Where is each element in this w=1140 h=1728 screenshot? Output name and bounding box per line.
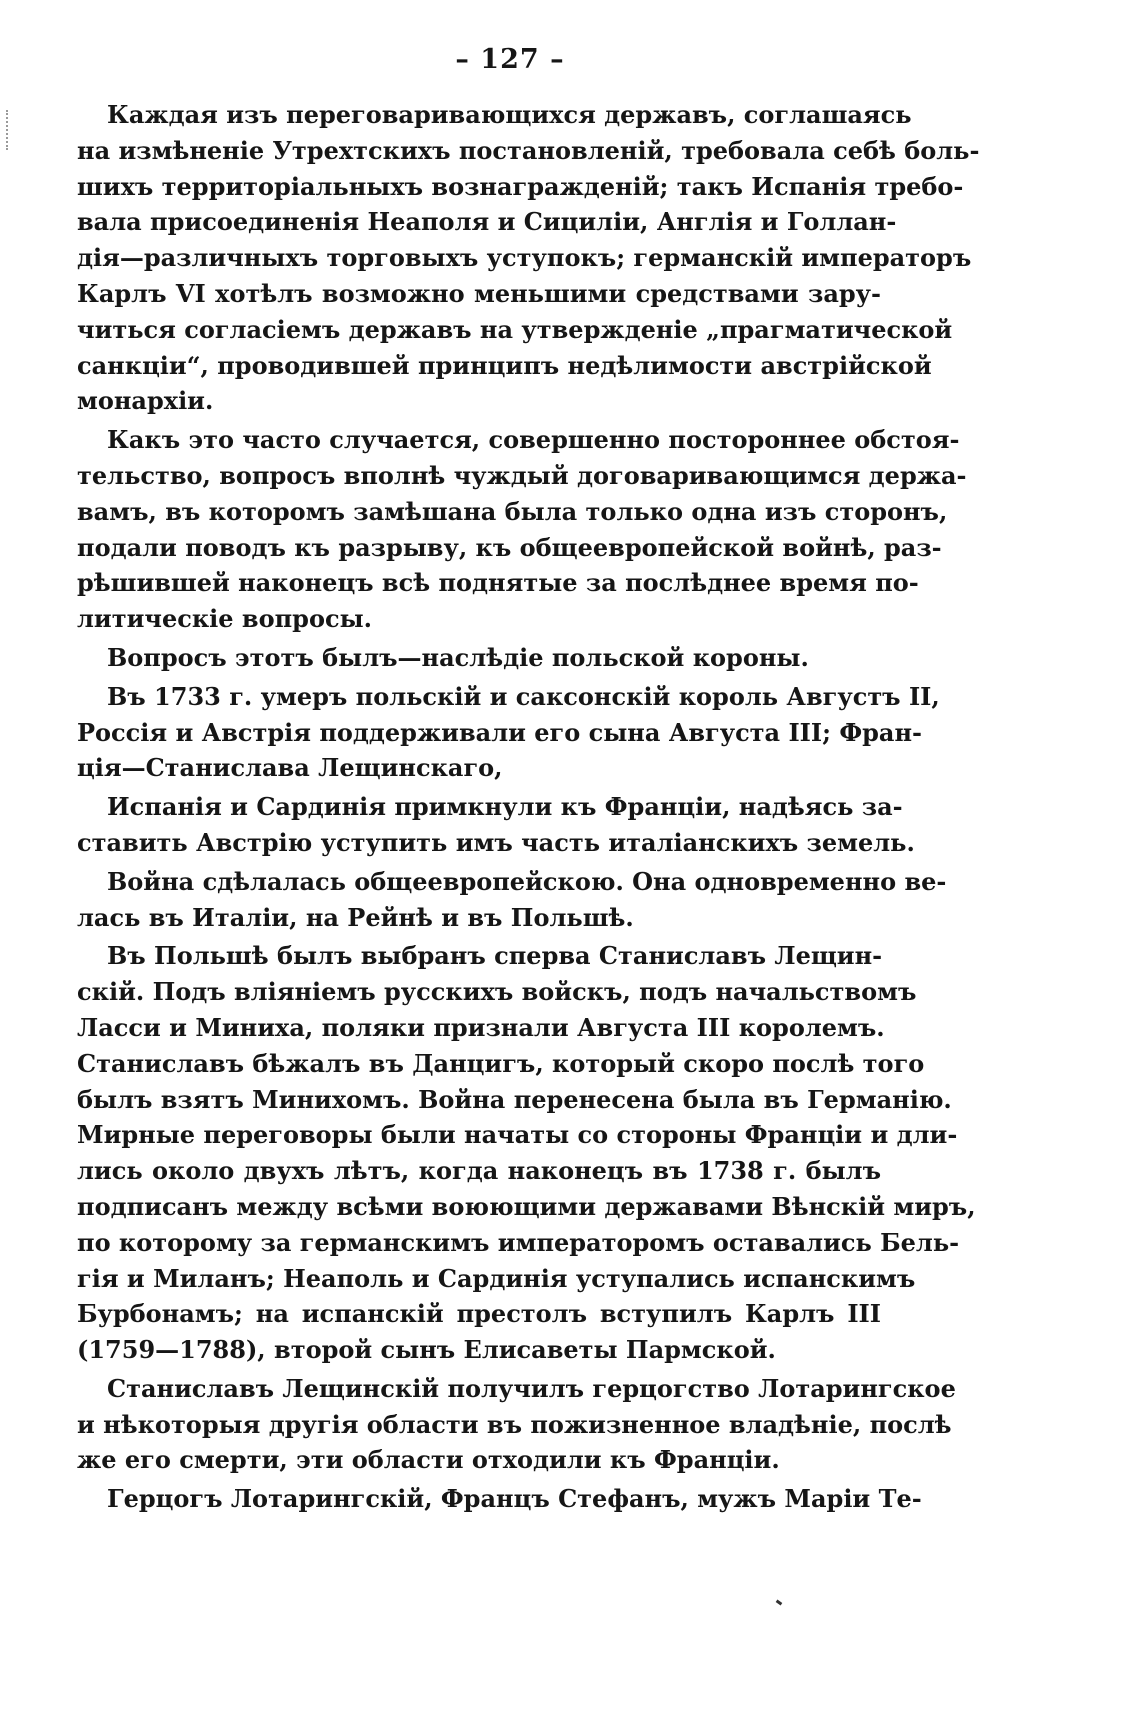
text-line: Въ 1733 г. умеръ польскій и саксонскій король Августъ II, (107, 681, 940, 711)
text-line: Карлъ VI хотѣлъ возможно меньшими средствами зару- (77, 278, 881, 308)
page-number: – 127 – (455, 44, 565, 75)
text-line: ція—Станислава Лещинскаго, (77, 753, 503, 783)
text-line: на измѣненіе Утрехтскихъ постановленій, требовала себѣ боль- (77, 135, 980, 165)
text-line: Въ Польшѣ былъ выбранъ сперва Станиславъ Лещин- (107, 941, 883, 971)
text-line: монархіи. (77, 386, 214, 416)
text-line: рѣшившей наконецъ всѣ поднятые за послѣднее время по- (77, 568, 919, 598)
text-line: Война сдѣлалась общеевропейскою. Она одновременно ве- (107, 866, 947, 896)
text-line: былъ взятъ Минихомъ. Война перенесена была въ Германію. (77, 1084, 952, 1114)
paragraph (77, 640, 881, 676)
text-line: ставить Австрію уступить имъ часть италіанскихъ земель. (77, 827, 915, 857)
text-line: лась въ Италіи, на Рейнѣ и въ Польшѣ. (77, 902, 634, 932)
text-line: вала присоединенія Неаполя и Сициліи, Англія и Голлан- (77, 207, 897, 237)
paragraph (77, 938, 976, 1368)
text-line: подписанъ между всѣми воюющими державами Вѣнскій миръ, (77, 1191, 976, 1221)
text-line: дія—различныхъ торговыхъ уступокъ; германскій императоръ (77, 243, 972, 273)
text-line: Мирные переговоры были начаты со стороны Франціи и дли- (77, 1120, 958, 1150)
text-line: Бурбонамъ; на испанскій престолъ вступилъ Карлъ III (77, 1299, 881, 1329)
text-line: литическіе вопросы. (77, 604, 372, 634)
text-line: Россія и Австрія поддерживали его сына Августа III; Фран- (77, 717, 922, 747)
text-line: Вопросъ этотъ былъ—наслѣдіе польской короны. (107, 642, 809, 672)
text-line: читься согласіемъ державъ на утвержденіе „прагматической (77, 314, 953, 344)
text-line: шихъ территоріальныхъ вознагражденій; такъ Испанія требо- (77, 171, 964, 201)
paragraph (77, 789, 915, 861)
text-line: Ласси и Миниха, поляки признали Августа III королемъ. (77, 1012, 885, 1042)
text-line: тельство, вопросъ вполнѣ чуждый договаривающимся держа- (77, 460, 967, 490)
text-line: по которому за германскимъ императоромъ оставались Бель- (77, 1227, 960, 1257)
text-line: подали поводъ къ разрыву, къ общеевропейской войнѣ, раз- (77, 532, 942, 562)
text-line: Какъ это часто случается, совершенно постороннее обстоя- (107, 425, 960, 455)
text-line: Испанія и Сардинія примкнули къ Франціи, надѣясь за- (107, 792, 903, 822)
paragraph (77, 422, 967, 637)
paragraph (77, 97, 980, 419)
paragraph (77, 1371, 956, 1478)
text-line: санкціи“, проводившей принципъ недѣлимости австрійской (77, 350, 932, 380)
text-line: вамъ, въ которомъ замѣшана была только одна изъ сторонъ, (77, 496, 948, 526)
text-line: Каждая изъ переговаривающихся державъ, соглашаясь (107, 100, 912, 129)
text-line: скій. Подъ вліяніемъ русскихъ войскъ, подъ начальствомъ (77, 977, 917, 1007)
paragraph (77, 864, 947, 936)
text-line: Герцогъ Лотарингскій, Францъ Стефанъ, мужъ Маріи Те- (107, 1484, 922, 1514)
text-line: же его смерти, эти области отходили къ Франціи. (77, 1445, 780, 1475)
text-line: (1759—1788), второй сынъ Елисаветы Пармской. (77, 1335, 776, 1365)
text-line: гія и Миланъ; Неаполь и Сардинія уступались испанскимъ (77, 1263, 916, 1293)
paragraph (77, 1481, 922, 1517)
binding-dots (6, 110, 10, 150)
text-line: и нѣкоторыя другія области въ пожизненное владѣніе, послѣ (77, 1409, 952, 1439)
text-line: Станиславъ Лещинскій получилъ герцогство Лотарингское (107, 1373, 956, 1403)
text-line: Станиславъ бѣжалъ въ Данцигъ, который скоро послѣ того (77, 1048, 925, 1078)
stray-ink-mark (776, 1600, 783, 1606)
paragraph (77, 679, 940, 786)
text-line: лись около двухъ лѣтъ, когда наконецъ въ 1738 г. былъ (77, 1156, 881, 1186)
page-text (77, 97, 980, 1517)
